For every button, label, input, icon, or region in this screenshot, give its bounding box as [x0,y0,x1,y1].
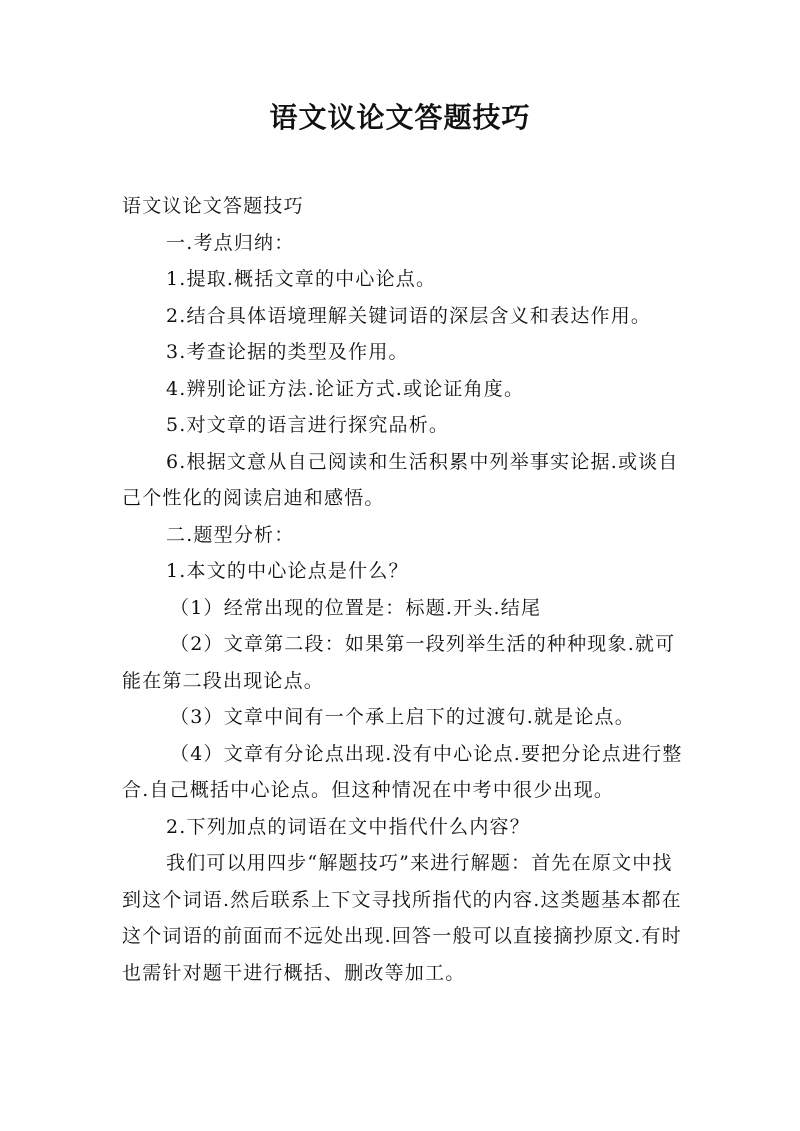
exam-point-2: 2.结合具体语境理解关键词语的深层含义和表达作用。 [166,304,652,327]
section-heading-question-types: 二.题型分析： [166,523,295,546]
exam-point-5: 5.对文章的语言进行探究品析。 [166,414,450,436]
exam-point-1: 1.提取.概括文章的中心论点。 [166,268,437,290]
question-type-1: 1.本文的中心论点是什么？ [166,560,409,582]
exam-point-6: 6.根据文意从自己阅读和生活积累中列举事实论据.或谈自己个性化的阅读启迪和感悟。 [122,450,679,509]
body-heading: 语文议论文答题技巧 [122,195,304,217]
exam-point-3: 3.考查论据的类型及作用。 [166,341,409,363]
question-type-2: 2.下列加点的词语在文中指代什么内容？ [166,815,530,838]
document-title: 语文议论文答题技巧 [269,101,531,134]
question-type-1-note-4: （4）文章有分论点出现.没有中心论点.要把分论点进行整合.自己概括中心论点。但这种情况在中考中很少出现。 [122,742,683,801]
question-type-1-note-2: （2）文章第二段：如果第一段列举生活的种种现象.就可能在第二段出现论点。 [122,633,676,692]
document-body [122,188,690,991]
question-type-2-explanation: 我们可以用四步“解题技巧”来进行解题：首先在原文中找到这个词语.然后联系上下文寻找所指代的内容.这类题基本都在这个词语的前面而不远处出现.回答一般可以直接摘抄原文.有时也需针对题干进行概括、删改等加工。 [122,852,682,984]
exam-point-4: 4.辨别论证方法.论证方式.或论证角度。 [166,377,525,400]
question-type-1-note-3: （3）文章中间有一个承上启下的过渡句.就是论点。 [170,706,635,728]
question-type-1-note-1: （1）经常出现的位置是：标题.开头.结尾 [170,596,542,619]
section-heading-exam-points: 一.考点归纳： [166,231,295,254]
